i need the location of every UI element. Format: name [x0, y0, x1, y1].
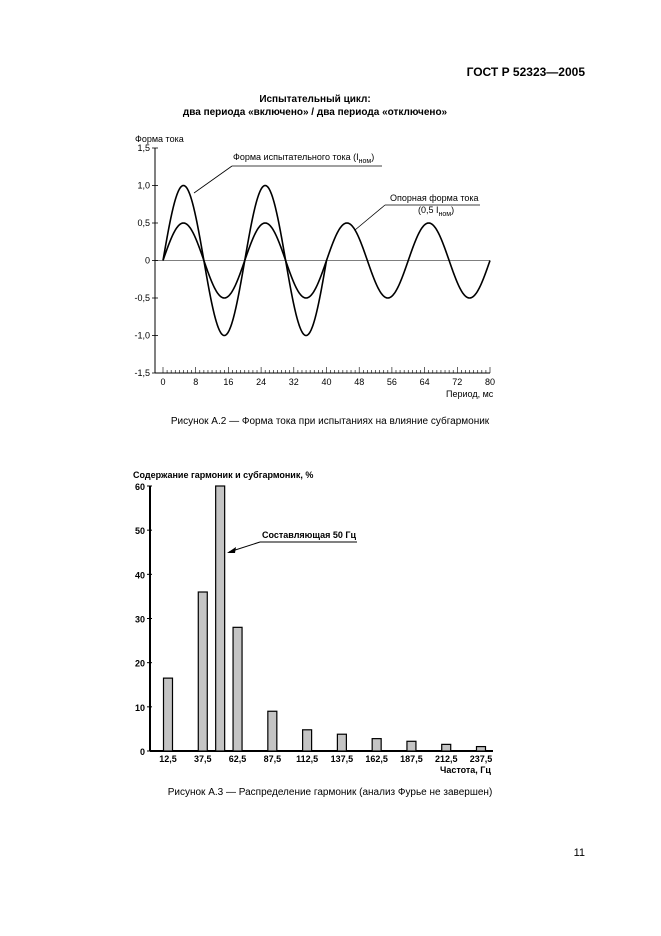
chart2-x-tick-label: 12,5	[159, 754, 177, 764]
bar-212-5	[442, 744, 451, 751]
annotation-ref-sub: ном	[438, 211, 452, 218]
y-tick-label: 1,5	[137, 143, 150, 153]
chart2-x-tick-label: 212,5	[434, 754, 458, 764]
x-tick-label: 40	[321, 377, 332, 387]
y-tick-label: -1,5	[134, 368, 150, 378]
figure2-caption: Рисунок А.3 — Распределение гармоник (анализ Фурье не завершен)	[167, 787, 493, 798]
chart2-x-axis-label: Частота, Гц	[440, 765, 491, 775]
x-tick-label: 56	[386, 377, 397, 387]
annotation-ref-line1: Опорная форма тока	[390, 193, 479, 203]
bar-12-5	[164, 678, 173, 751]
page-number: 11	[573, 847, 585, 859]
chart2-y-tick-label: 60	[134, 482, 145, 492]
x-tick-label: 24	[256, 377, 267, 387]
chart2-bars	[164, 486, 486, 751]
chart2-y-tick-label: 30	[134, 614, 145, 625]
bar-87-5	[268, 711, 277, 751]
figure1-caption: Рисунок А.2 — Форма тока при испытаниях на влияние субгармоник	[170, 416, 490, 427]
figure1-title-line1: Испытательный цикл:	[259, 94, 371, 105]
y-tick-label: -1,0	[134, 330, 150, 341]
chart2-y-tick-label: 20	[134, 658, 145, 669]
bar-237-5	[477, 747, 486, 751]
annotation-50hz-arrowhead	[227, 547, 236, 553]
chart2-x-tick-label: 237,5	[469, 754, 493, 764]
chart2-x-tick-label: 187,5	[400, 754, 423, 764]
annotation-test-text: Форма испытательного тока (I	[233, 152, 359, 162]
bar-37-5	[198, 592, 207, 751]
bar-50	[216, 486, 225, 751]
x-tick-label: 8	[193, 377, 199, 387]
bar-137-5	[337, 734, 346, 751]
chart2-x-tick-label: 162,5	[365, 754, 388, 764]
chart2-x-tick-label: 87,5	[263, 754, 282, 764]
y-tick-label: 1,0	[137, 180, 150, 191]
x-tick-label: 64	[419, 377, 430, 387]
y-tick-label: 0	[144, 255, 150, 266]
chart2-y-tick-label: 50	[134, 526, 145, 537]
chart2-y-axis-label: Содержание гармоник и субгармоник, %	[133, 470, 314, 480]
annotation-ref-text: (0,5 I	[418, 205, 439, 215]
chart2-x-tick-label: 137,5	[330, 754, 354, 764]
y-tick-label: 0,5	[137, 218, 150, 228]
annotation-test-sub: ном	[358, 158, 372, 165]
x-tick-label: 72	[452, 377, 463, 387]
chart2-y-tick-label: 10	[134, 702, 145, 713]
y-axis-label: Форма тока	[135, 134, 184, 144]
x-tick-label: 80	[484, 377, 496, 387]
x-tick-label: 32	[288, 377, 299, 387]
x-axis-label: Период, мс	[446, 389, 494, 399]
chart2-x-tick-label: 37,5	[194, 754, 212, 764]
bar-187-5	[407, 741, 416, 751]
y-tick-label: -0,5	[134, 293, 150, 303]
x-tick-label: 16	[223, 377, 234, 387]
document-header: ГОСТ Р 52323—2005	[466, 65, 585, 79]
chart2-y-tick-label: 0	[139, 747, 145, 757]
annotation-ref-end: )	[451, 205, 455, 215]
chart2-x-tick-label: 62,5	[228, 754, 247, 764]
chart2-y-tick-label: 40	[134, 570, 145, 581]
bar-112-5	[303, 730, 312, 751]
bar-62-5	[233, 627, 242, 751]
figure1-title-line2: два периода «включено» / два периода «отключено»	[182, 107, 448, 118]
x-tick-label: 48	[354, 377, 365, 387]
bar-162-5	[372, 739, 381, 751]
chart2-ticks	[135, 482, 492, 764]
annotation-50hz: Составляющая 50 Гц	[262, 530, 356, 540]
annotation-test-end: )	[371, 152, 375, 162]
x-tick-label: 0	[160, 377, 166, 387]
chart2-x-tick-label: 112,5	[296, 754, 319, 764]
